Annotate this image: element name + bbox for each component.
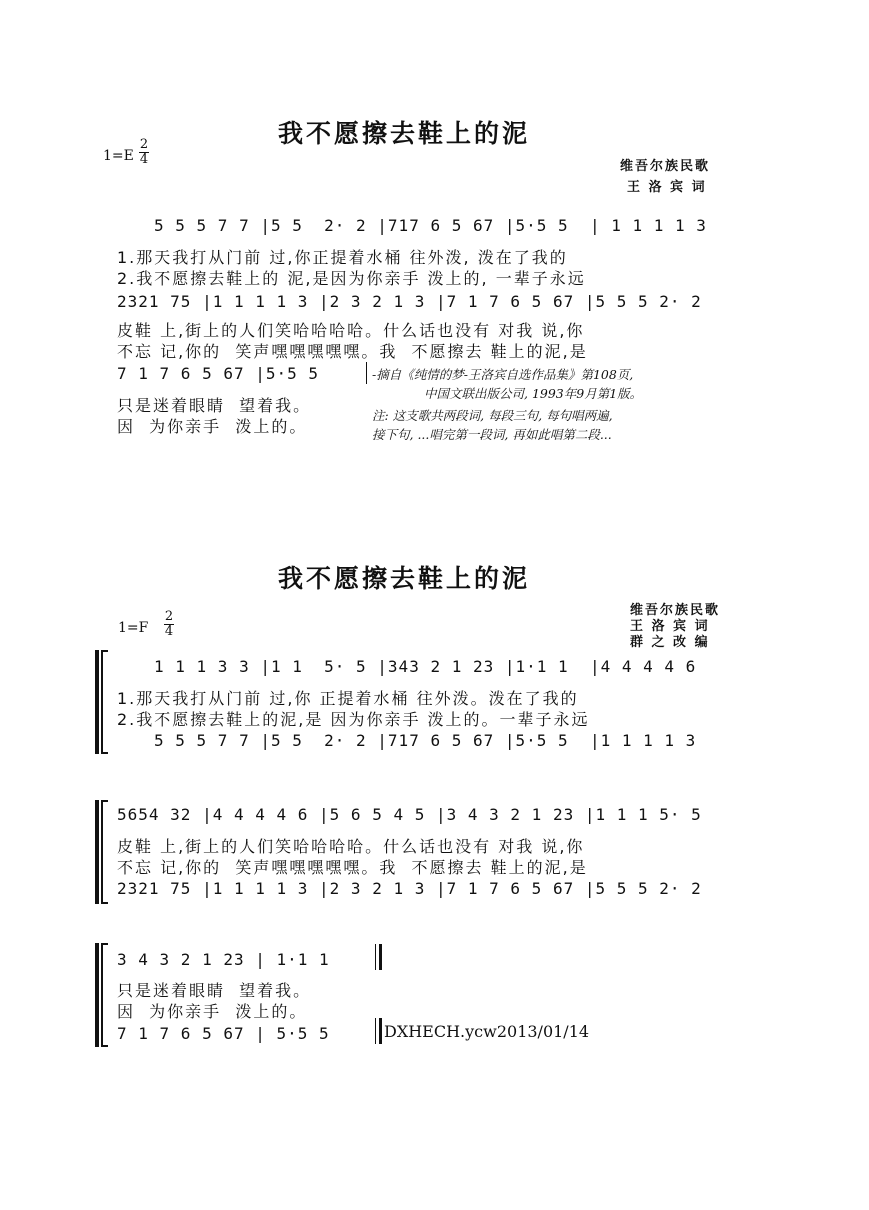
signature: DXHECH.ycw2013/01/14: [384, 1022, 590, 1041]
score2-time-top: 2: [164, 609, 174, 624]
signature-barline-thick: [379, 1018, 382, 1044]
system1-lyric1: 1.那天我打从门前 过,你 正提着水桶 往外泼。泼在了我的: [117, 689, 579, 708]
score1-row1-notes: 5 5 5 7 7 |5 5 2· 2 |717 6 5 67 |5·5 5 | 1 1 1 1 3: [154, 216, 707, 235]
score2-key: 1=F: [118, 620, 149, 636]
score1-source: -摘自《纯情的梦-王洛宾自选作品集》第108页,: [372, 367, 634, 382]
system3-end-barline-thick: [379, 944, 382, 970]
system3-brace: [101, 943, 108, 1047]
system2-bracket-bar: [95, 800, 99, 904]
score1-credit-folk: 维吾尔族民歌: [620, 159, 711, 174]
score1-source-divider: [366, 362, 367, 384]
signature-barline-thin: [375, 1018, 376, 1044]
score2-title: 我不愿擦去鞋上的泥: [278, 564, 531, 593]
score1-row1-lyric1: 1.那天我打从门前 过,你正提着水桶 往外泼, 泼在了我的: [117, 248, 568, 267]
system2-lyric2: 不忘 记,你的 笑声嘿嘿嘿嘿嘿。我 不愿擦去 鞋上的泥,是: [117, 858, 588, 877]
score1-time-top: 2: [139, 137, 149, 152]
score1-row2-notes: 2321 75 |1 1 1 1 3 |2 3 2 1 3 |7 1 7 6 5 67 |5 5 5 2· 2: [117, 292, 702, 311]
score2-credit-folk: 维吾尔族民歌: [630, 603, 721, 618]
system3-lyric1: 只是迷着眼睛 望着我。: [117, 981, 312, 1000]
system1-bracket-bar: [95, 650, 99, 754]
system3-lyric2: 因 为你亲手 泼上的。: [117, 1002, 308, 1021]
system2-lyric1: 皮鞋 上,街上的人们笑哈哈哈哈。什么话也没有 对我 说,你: [117, 837, 585, 856]
score1-row1-lyric2: 2.我不愿擦去鞋上的 泥,是因为你亲手 泼上的, 一辈子永远: [117, 269, 586, 288]
system3-end-barline-thin: [375, 944, 376, 970]
score1-title: 我不愿擦去鞋上的泥: [278, 119, 531, 148]
score1-credit-lyricist: 王 洛 宾 词: [627, 180, 707, 195]
score1-publisher: 中国文联出版公司, 1993年9月第1版。: [424, 386, 643, 401]
score1-note-line2: 接下句, ...唱完第一段词, 再如此唱第二段...: [372, 427, 612, 442]
system3-bracket-bar: [95, 943, 99, 1047]
score1-row3-lyric2: 因 为你亲手 泼上的。: [117, 417, 308, 436]
score1-row3-notes: 7 1 7 6 5 67 |5·5 5: [117, 364, 320, 383]
score1-row2-lyric1: 皮鞋 上,街上的人们笑哈哈哈哈。什么话也没有 对我 说,你: [117, 321, 585, 340]
score2-credit-arranger: 群 之 改 编: [630, 635, 710, 650]
system2-brace: [101, 800, 108, 904]
score1-key: 1=E: [103, 148, 134, 164]
score2-credit-lyricist: 王 洛 宾 词: [630, 619, 710, 634]
system3-bottom-notes: 7 1 7 6 5 67 | 5·5 5: [117, 1024, 330, 1043]
score1-time-bottom: 4: [139, 152, 149, 167]
system1-lyric2: 2.我不愿擦去鞋上的泥,是 因为你亲手 泼上的。一辈子永远: [117, 710, 590, 729]
system1-top-notes: 1 1 1 3 3 |1 1 5· 5 |343 2 1 23 |1·1 1 |4 4 4 4 6: [154, 657, 697, 676]
score1-note-line1: 注: 这支歌共两段词, 每段三句, 每句唱两遍,: [372, 408, 613, 423]
score2-time-bottom: 4: [164, 624, 174, 639]
score1-time-signature: [139, 138, 149, 167]
score1-row2-lyric2: 不忘 记,你的 笑声嘿嘿嘿嘿嘿。我 不愿擦去 鞋上的泥,是: [117, 342, 588, 361]
system1-brace: [101, 650, 108, 754]
score2-time-signature: [164, 610, 174, 639]
system3-top-notes: 3 4 3 2 1 23 | 1·1 1: [117, 950, 330, 969]
system2-bottom-notes: 2321 75 |1 1 1 1 3 |2 3 2 1 3 |7 1 7 6 5 67 |5 5 5 2· 2: [117, 879, 702, 898]
score1-row3-lyric1: 只是迷着眼睛 望着我。: [117, 396, 312, 415]
system2-top-notes: 5654 32 |4 4 4 4 6 |5 6 5 4 5 |3 4 3 2 1 23 |1 1 1 5· 5: [117, 805, 702, 824]
system1-bottom-notes: 5 5 5 7 7 |5 5 2· 2 |717 6 5 67 |5·5 5 |1 1 1 1 3: [154, 731, 697, 750]
